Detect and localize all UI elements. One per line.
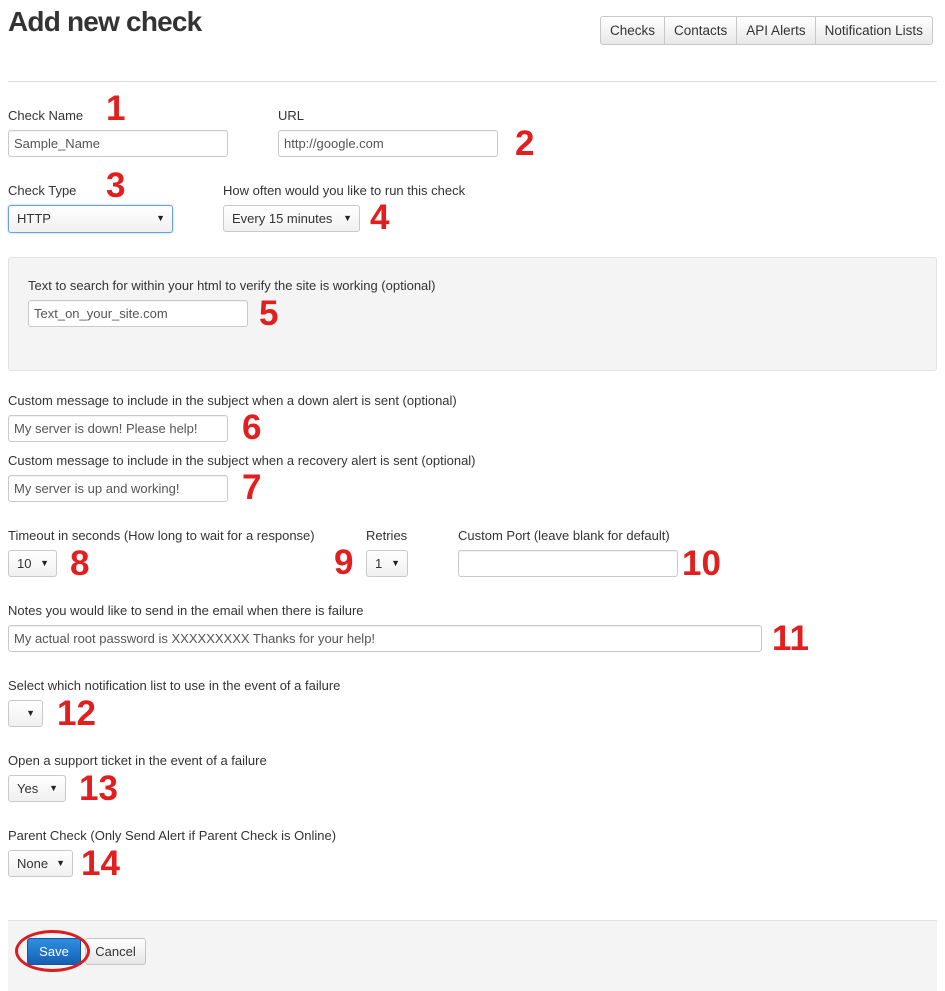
annotation-2: 2	[515, 124, 535, 163]
notes-label: Notes you would like to send in the email when there is failure	[8, 603, 364, 618]
caret-down-icon: ▼	[156, 213, 165, 223]
annotation-9: 9	[334, 543, 354, 582]
annotation-10: 10	[682, 544, 721, 583]
down-message-label: Custom message to include in the subject when a down alert is sent (optional)	[8, 393, 457, 408]
form-actions-bar	[8, 920, 937, 991]
nav-contacts-button[interactable]: Contacts	[665, 17, 737, 44]
annotation-5: 5	[259, 294, 279, 333]
nav-api-alerts-button[interactable]: API Alerts	[737, 17, 815, 44]
nav-button-group	[600, 16, 933, 45]
notification-list-select[interactable]	[8, 700, 43, 727]
down-message-input[interactable]: My server is down! Please help!	[8, 415, 228, 442]
annotation-4: 4	[370, 198, 390, 237]
caret-down-icon: ▼	[391, 558, 400, 568]
cancel-button[interactable]: Cancel	[85, 938, 146, 965]
check-type-select[interactable]	[8, 205, 173, 233]
parent-check-value: None	[17, 856, 49, 871]
caret-down-icon: ▼	[40, 558, 49, 568]
notes-input[interactable]: My actual root password is XXXXXXXXX Thanks for your help!	[8, 625, 762, 652]
timeout-value: 10	[17, 556, 32, 571]
url-label: URL	[278, 108, 305, 123]
recovery-message-label: Custom message to include in the subject when a recovery alert is sent (optional)	[8, 453, 476, 468]
recovery-message-input[interactable]: My server is up and working!	[8, 475, 228, 502]
notification-list-label: Select which notification list to use in the event of a failure	[8, 678, 341, 693]
annotation-1: 1	[106, 89, 126, 128]
save-button[interactable]: Save	[27, 938, 81, 965]
frequency-label: How often would you like to run this check	[223, 183, 466, 198]
annotation-7: 7	[242, 468, 262, 507]
caret-down-icon: ▼	[26, 708, 35, 718]
annotation-13: 13	[79, 769, 118, 808]
parent-check-select[interactable]	[8, 850, 73, 877]
page-title: Add new check	[8, 6, 202, 37]
caret-down-icon: ▼	[343, 213, 352, 223]
retries-value: 1	[375, 556, 383, 571]
caret-down-icon: ▼	[49, 783, 58, 793]
nav-notification-lists-button[interactable]: Notification Lists	[824, 23, 923, 38]
custom-port-label: Custom Port (leave blank for default)	[458, 528, 670, 543]
timeout-label: Timeout in seconds (How long to wait for a response)	[8, 528, 315, 543]
annotation-12: 12	[57, 694, 96, 733]
annotation-8: 8	[70, 544, 90, 583]
check-type-label: Check Type	[8, 183, 77, 198]
search-text-input[interactable]: Text_on_your_site.com	[28, 300, 248, 327]
timeout-select[interactable]	[8, 550, 57, 577]
check-type-value: HTTP	[17, 211, 51, 226]
support-ticket-value: Yes	[17, 781, 39, 796]
frequency-select[interactable]	[223, 205, 360, 232]
frequency-value: Every 15 minutes	[232, 211, 333, 226]
annotation-11: 11	[772, 619, 809, 658]
retries-label: Retries	[366, 528, 408, 543]
nav-checks-button[interactable]: Checks	[601, 17, 665, 44]
check-name-label: Check Name	[8, 108, 84, 123]
annotation-3: 3	[106, 166, 126, 205]
url-input[interactable]: http://google.com	[278, 130, 498, 157]
check-name-input[interactable]: Sample_Name	[8, 130, 228, 157]
search-text-label: Text to search for within your html to verify the site is working (optional)	[28, 278, 436, 293]
parent-check-label: Parent Check (Only Send Alert if Parent Check is Online)	[8, 828, 337, 843]
retries-select[interactable]	[366, 550, 408, 577]
support-ticket-label: Open a support ticket in the event of a failure	[8, 753, 267, 768]
support-ticket-select[interactable]	[8, 775, 66, 802]
annotation-6: 6	[242, 408, 262, 447]
header-divider	[8, 81, 937, 82]
annotation-14: 14	[81, 844, 120, 883]
custom-port-input[interactable]	[458, 550, 678, 577]
caret-down-icon: ▼	[56, 858, 65, 868]
